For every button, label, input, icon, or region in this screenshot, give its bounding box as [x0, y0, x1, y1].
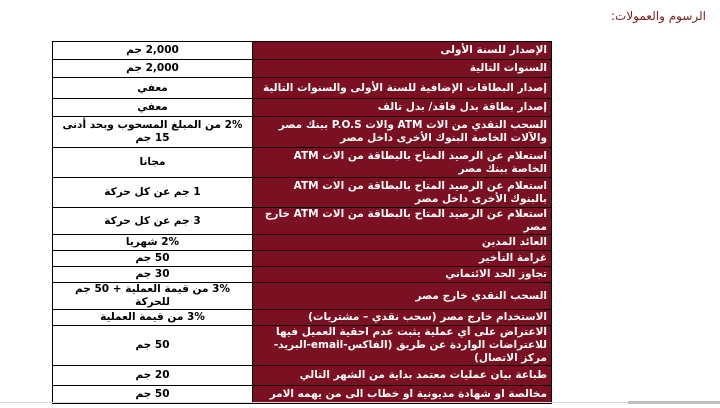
fee-row — [53, 235, 552, 251]
fee-row — [53, 326, 552, 366]
fee-description: مخالصة او شهادة مديونية او خطاب الى من يهمه الامر — [253, 386, 552, 404]
fee-description: طباعة بيان عمليات معتمد بداية من الشهر التالي — [253, 366, 552, 386]
fee-value: 3% من قيمة العملية — [53, 310, 253, 326]
fee-value: 50 جم — [53, 326, 253, 366]
fee-description: استعلام عن الرصيد المتاح بالبطاقة من الات ATM بالبنوك الأخرى داخل مصر — [253, 178, 552, 208]
fee-row — [53, 99, 552, 117]
fee-description: تجاوز الحد الائتماني — [253, 267, 552, 283]
fee-value: مجانا — [53, 148, 253, 178]
fee-value: 50 جم — [53, 251, 253, 267]
fee-row — [53, 78, 552, 99]
fee-row — [53, 310, 552, 326]
fee-description: الاعتراض على أي عملية يثبت عدم احقية العميل فيها للاعتراضات الواردة عن طريق (الفاكس-email-البريد-مركز الاتصال) — [253, 326, 552, 366]
fee-value: 20 جم — [53, 366, 253, 386]
fee-row — [53, 366, 552, 386]
fee-description: إصدار بطاقة بدل فاقد/ بدل تالف — [253, 99, 552, 117]
bottom-scroll-mark — [628, 401, 720, 404]
fee-row — [53, 386, 552, 404]
fees-table — [52, 41, 552, 404]
fee-description: استعلام عن الرصيد المتاح بالبطاقة من الات ATM الخاصة ببنك مصر — [253, 148, 552, 178]
fee-row — [53, 42, 552, 60]
fee-value: معفي — [53, 78, 253, 99]
fee-row — [53, 117, 552, 148]
fee-description: السحب النقدي خارج مصر — [253, 283, 552, 310]
fee-row — [53, 283, 552, 310]
fee-value: 2% شهريا — [53, 235, 253, 251]
fee-description: استعلام عن الرصيد المتاح بالبطاقة من الات ATM خارج مصر — [253, 208, 552, 235]
fee-value: 2,000 جم — [53, 42, 253, 60]
fee-value: 3 جم عن كل حركة — [53, 208, 253, 235]
fee-row — [53, 208, 552, 235]
fee-value: 1 جم عن كل حركة — [53, 178, 253, 208]
fee-description: الإصدار للسنة الأولى — [253, 42, 552, 60]
fee-description: غرامة التأخير — [253, 251, 552, 267]
fees-table-body — [53, 42, 552, 404]
bottom-divider — [0, 402, 720, 403]
fee-row — [53, 251, 552, 267]
fee-value: 30 جم — [53, 267, 253, 283]
fee-value: معفي — [53, 99, 253, 117]
fee-row — [53, 267, 552, 283]
fee-row — [53, 148, 552, 178]
fee-value: 2,000 جم — [53, 60, 253, 78]
fee-value: 50 جم — [53, 386, 253, 404]
fee-description: السحب النقدي من الات ATM والات P.O.S ببنك مصر والآلات الخاصة البنوك الأخرى داخل مصر — [253, 117, 552, 148]
section-heading: الرسوم والعمولات: — [610, 9, 706, 23]
fee-row — [53, 178, 552, 208]
fee-description: الاستخدام خارج مصر (سحب نقدي – مشتريات) — [253, 310, 552, 326]
fee-value: 2% من المبلغ المسحوب وبحد أدنى 15 جم — [53, 117, 253, 148]
fee-description: العائد المدين — [253, 235, 552, 251]
fee-description: السنوات التالية — [253, 60, 552, 78]
fee-value: 3% من قيمة العملية + 50 جم للحركة — [53, 283, 253, 310]
fee-row — [53, 60, 552, 78]
fee-description: إصدار البطاقات الإضافية للسنة الأولى والسنوات التالية — [253, 78, 552, 99]
